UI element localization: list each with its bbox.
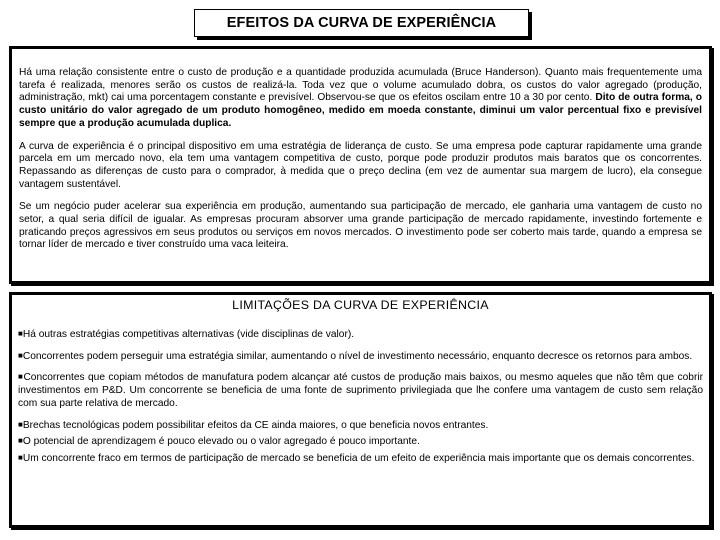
bullet-icon: ■ (18, 436, 23, 446)
paragraph-2: A curva de experiência é o principal dispositivo em uma estratégia de liderança de custo. Se uma empresa pode capturar rapidamente uma grande parcela em um mercado novo, ela tem uma vantagem competitiva de custo, porque pode produzir produtos mais baratos que os concorrentes. Repassando as diferenças de custo para o comprador, à medida que o preço declina (em vez de aumentar sua margem de lucro), ela consegue vantagem sustentável. (19, 140, 702, 190)
list-item (18, 419, 703, 433)
list-item-text: O potencial de aprendizagem é pouco elevado ou o valor agregado é pouco importante. (22, 436, 420, 448)
page-title: EFEITOS DA CURVA DE EXPERIÊNCIA (226, 15, 497, 31)
paragraph-1-text: Há uma relação consistente entre o custo de produção e a quantidade produzida acumulada (Bruce Handerson). Quanto mais frequentemente uma tarefa é realizada, menores serão os custos de realizá-la. Toda vez que o volume acumulado dobra, os custos do valor agregado (produção, administração, mkt) cai uma porcentagem constante e previsível. Observou-se que os efeitos oscilam entre 10 a 30 por cento. (19, 67, 702, 104)
bullet-icon: ■ (18, 419, 23, 429)
paragraph-3: Se um negócio puder acelerar sua experiência em produção, aumentando sua participação de mercado, ele ganharia uma vantagem de custo no setor, a qual seria difícil de igualar. As empresas procuram absorver uma grande participação de mercado rapidamente, investindo fortemente e praticando preços agressivos em seus produtos ou serviços em novos mercados. O investimento pode ser coberto mais tarde, quando a empresa se tornar líder de mercado e tiver construído uma vaca leiteira. (19, 201, 702, 251)
list-item (18, 328, 703, 342)
list-item (18, 371, 703, 410)
list-item (18, 435, 703, 449)
paragraph-1-bold-text: Dito de outra forma, o custo unitário do valor agregado de um produto homogêneo, medido em moeda constante, diminui um valor percentual fixo e previsível sempre que a produção acumulada duplica. (19, 92, 703, 129)
title-box (194, 9, 529, 37)
bullet-icon: ■ (18, 452, 23, 462)
list-item-text: Concorrentes que copiam métodos de manufatura podem alcançar até custos de produção mais baixos, ou mesmo aqueles que não têm que cobrir investimentos em P&D. Um concorrente se beneficia de uma fonte de suprimento privilegiada que lhe confere uma vantagem de custo sem relação com sua parte relativa de mercado. (18, 372, 703, 409)
bullet-icon: ■ (18, 372, 24, 382)
limitations-list (18, 328, 703, 466)
list-item-text: Brechas tecnológicas podem possibilitar efeitos da CE ainda maiores, o que beneficia novos entrantes. (22, 419, 489, 431)
list-item-text: Um concorrente fraco em termos de participação de mercado se beneficia de um efeito de experiência mais importante que os demais concorrentes. (22, 452, 695, 464)
experience-effects-box (9, 46, 712, 284)
bullet-icon: ■ (18, 329, 23, 338)
list-item (18, 452, 703, 466)
bullet-icon: ■ (18, 350, 23, 360)
list-item (18, 350, 703, 364)
paragraph-1 (19, 67, 702, 131)
limitations-box (9, 292, 712, 528)
limitations-title: LIMITAÇÕES DA CURVA DE EXPERIÊNCIA (232, 298, 489, 312)
list-item-text: Há outras estratégias competitivas alternativas (vide disciplinas de valor). (22, 329, 355, 340)
list-item-text: Concorrentes podem perseguir uma estratégia similar, aumentando o nível de investimento necessário, enquanto decresce os retornos para ambos. (22, 350, 693, 362)
